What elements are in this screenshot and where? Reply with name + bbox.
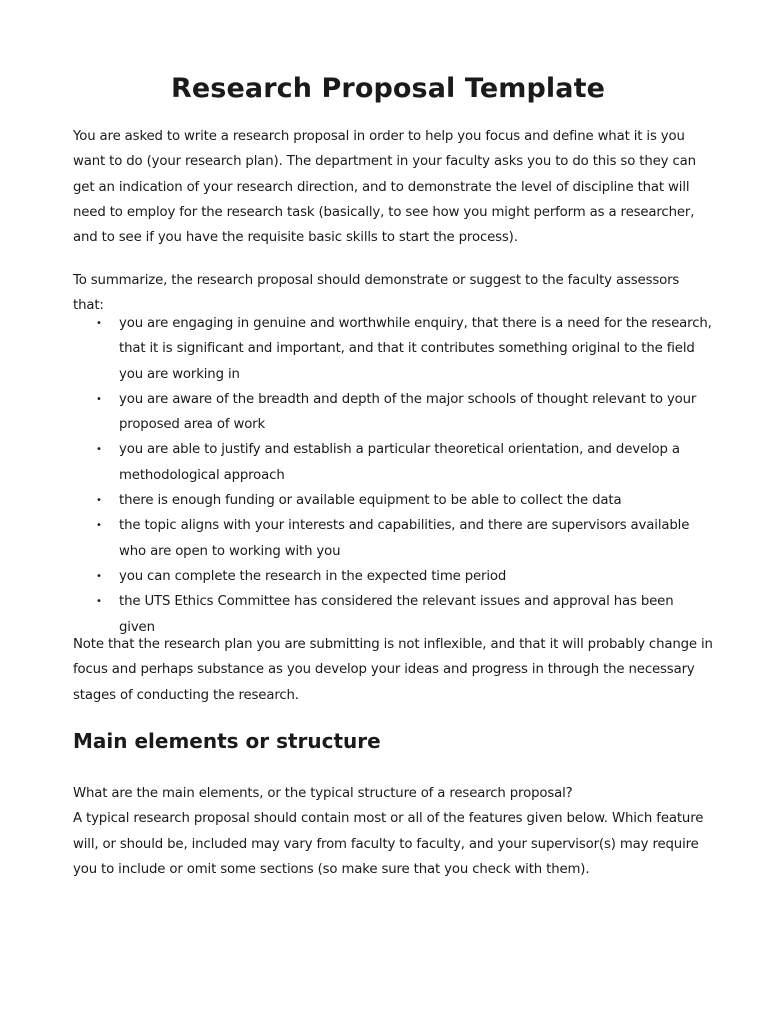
list-item-text: the UTS Ethics Committee has considered the relevant issues and approval has been given bbox=[119, 594, 674, 635]
section-question: What are the main elements, or the typical structure of a research proposal? bbox=[73, 786, 573, 801]
list-item bbox=[73, 564, 713, 589]
bullet-icon: • bbox=[96, 318, 102, 329]
list-item-text: you are aware of the breadth and depth of the major schools of thought relevant to your proposed area of work bbox=[119, 391, 697, 433]
bullet-icon: • bbox=[96, 520, 102, 532]
bullet-icon: • bbox=[96, 596, 102, 608]
assessor-criteria-list bbox=[73, 311, 713, 640]
list-item-text: the topic aligns with your interests and capabilities, and there are supervisors available who are open to working with you bbox=[119, 518, 690, 559]
list-item-text: you are able to justify and establish a particular theoretical orientation, and develop a methodological approach bbox=[119, 442, 680, 483]
list-item-text: you can complete the research in the expected time period bbox=[119, 568, 507, 584]
summary-paragraph: To summarize, the research proposal should demonstrate or suggest to the faculty assessors that: bbox=[73, 273, 680, 314]
bullet-icon: • bbox=[96, 570, 102, 582]
bullet-icon: • bbox=[96, 444, 102, 456]
page-title: Research Proposal Template bbox=[170, 73, 606, 104]
list-item bbox=[73, 387, 713, 438]
bullet-icon: • bbox=[96, 495, 102, 507]
note-paragraph: Note that the research plan you are submitting is not inflexible, and that it will probably change in focus and perhaps substance as you develop your ideas and progress in through the necessary stages of conducting the research. bbox=[73, 637, 713, 703]
intro-paragraph: You are asked to write a research proposal in order to help you focus and define what it is you want to do (your research plan). The department in your faculty asks you to do this so they can get an indication of your research direction, and to demonstrate the level of discipline that will need to employ for the research task (basically, to see how you might perform as a researcher, and to see if you have the requisite basic skills to start the process). bbox=[73, 129, 696, 246]
section-paragraph: A typical research proposal should contain most or all of the features given below. Which feature will, or should be, included may vary from faculty to faculty, and your supervisor(s) may require you to include or omit some sections (so make sure that you check with them). bbox=[73, 811, 704, 877]
list-item-text: you are engaging in genuine and worthwhile enquiry, that there is a need for the research, that it is significant and important, and that it contributes something original to the field you are working in bbox=[119, 316, 712, 382]
list-item bbox=[73, 513, 713, 564]
list-item-text: there is enough funding or available equipment to be able to collect the data bbox=[119, 493, 622, 509]
list-item bbox=[73, 437, 713, 488]
list-item bbox=[73, 488, 713, 513]
list-item bbox=[73, 311, 713, 387]
section-heading: Main elements or structure bbox=[73, 729, 381, 753]
bullet-icon: • bbox=[96, 393, 102, 405]
section-body bbox=[73, 781, 713, 882]
